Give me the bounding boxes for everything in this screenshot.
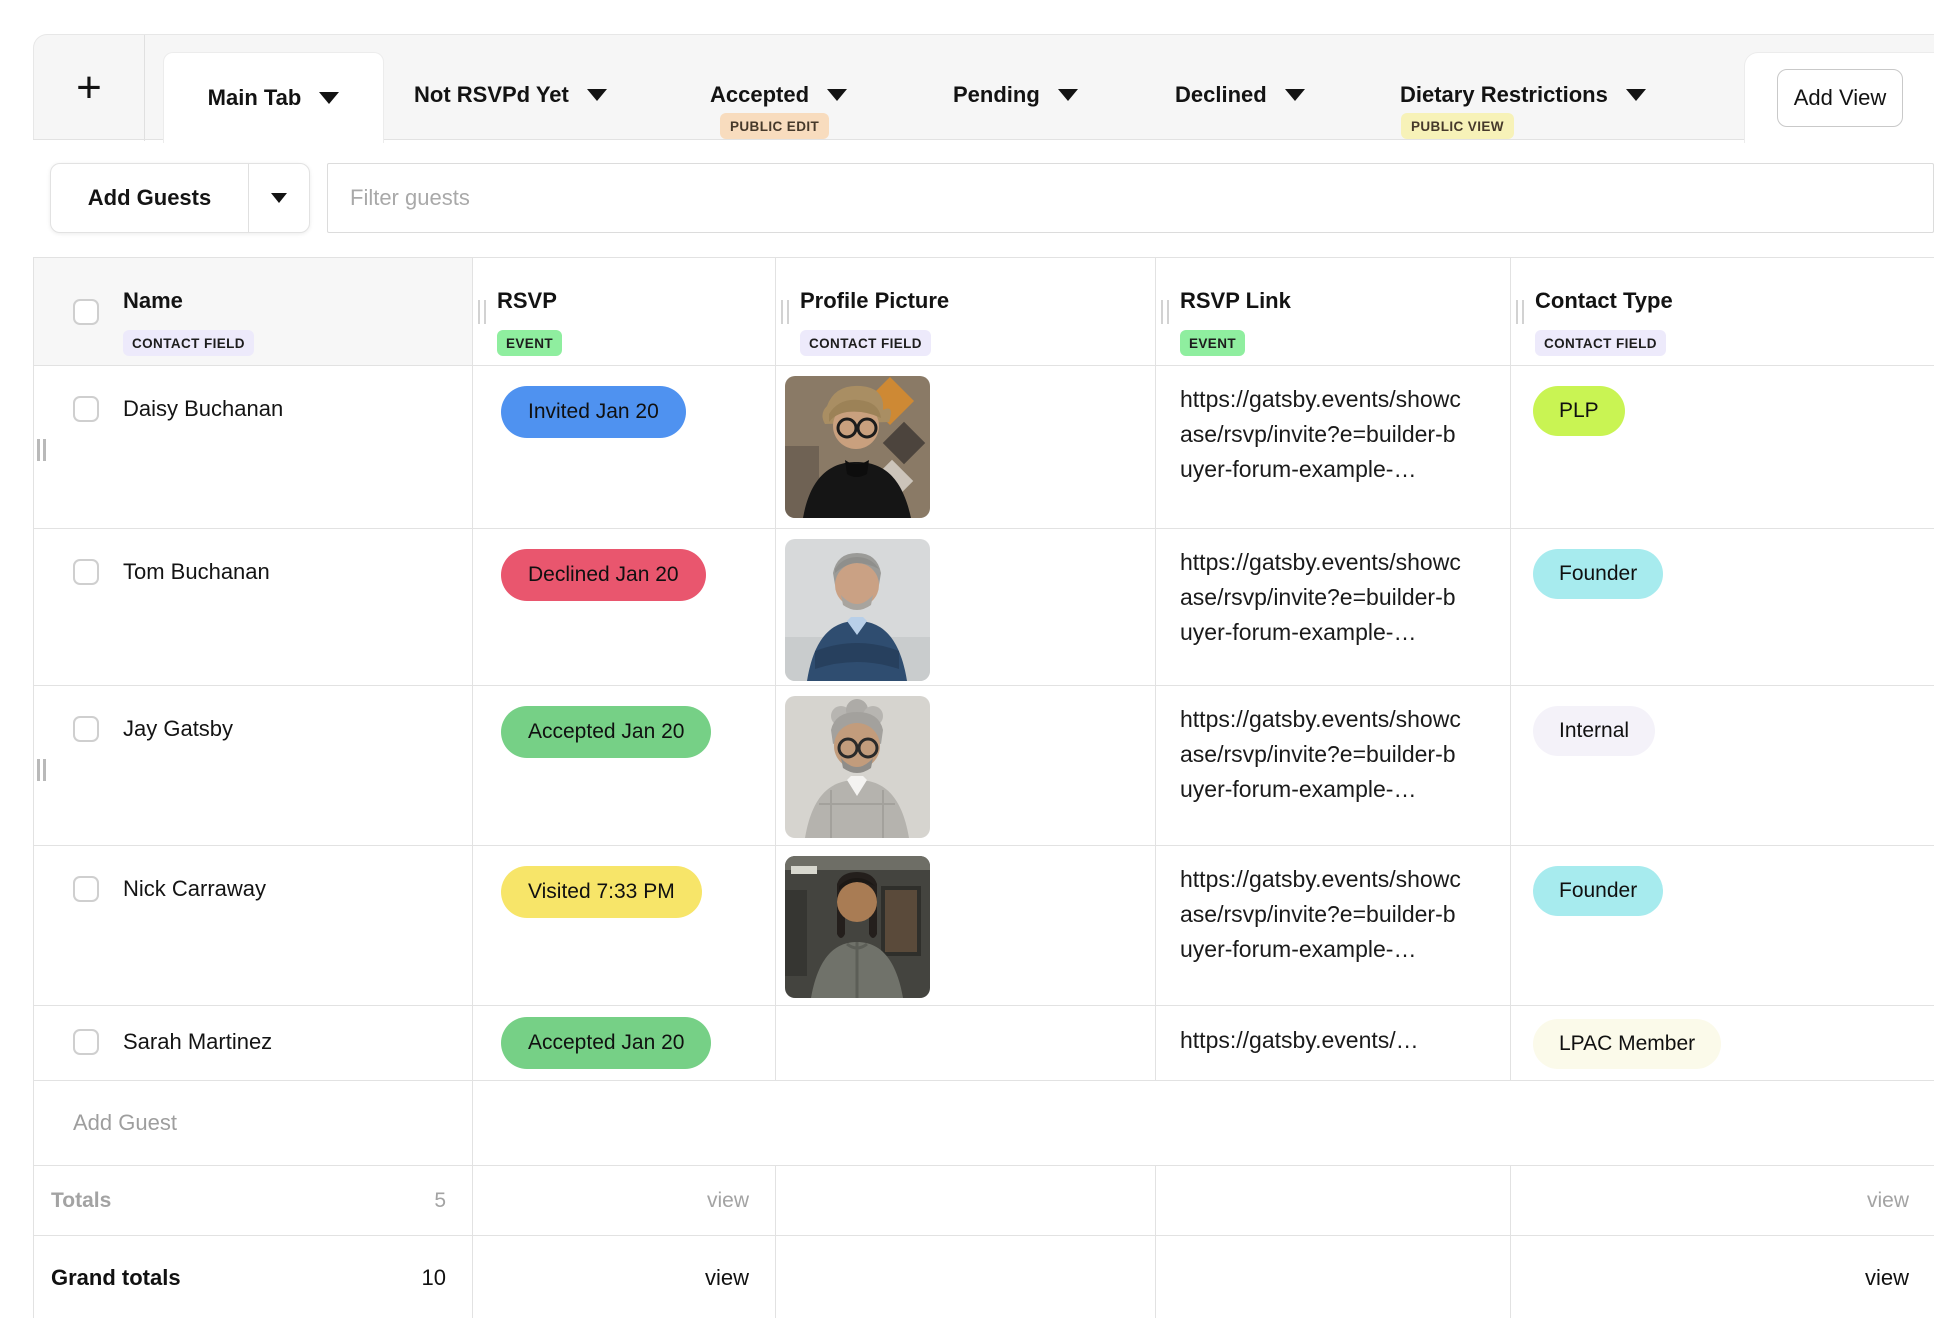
add-guests-dropdown-button[interactable] [249,164,309,232]
empty-cell [1511,1081,1934,1165]
filter-guests-input[interactable] [327,163,1934,233]
public-view-badge: PUBLIC VIEW [1401,113,1514,139]
add-guest-row[interactable] [34,1081,1934,1166]
contact-type-cell [1511,846,1934,1005]
contact-type-cell [1511,529,1934,685]
table-row [34,529,1934,686]
column-drag-handle-icon[interactable] [1516,300,1524,324]
rsvp-status-pill[interactable]: Accepted Jan 20 [501,1017,711,1069]
row-drag-handle-icon[interactable] [37,759,46,781]
row-checkbox[interactable] [73,716,99,742]
contact-type-pill[interactable]: Founder [1533,866,1663,916]
event-badge: EVENT [497,330,562,356]
empty-cell [1156,1166,1511,1235]
rsvp-cell [473,1006,776,1080]
contact-type-cell [1511,366,1934,528]
profile-picture-cell [776,846,1156,1005]
chevron-down-icon [319,92,339,104]
contact-type-cell [1511,686,1934,845]
contact-type-pill[interactable]: PLP [1533,386,1625,436]
row-checkbox[interactable] [73,1029,99,1055]
row-drag-handle-icon[interactable] [37,439,46,461]
row-checkbox[interactable] [73,396,99,422]
rsvp-link-text[interactable]: https://gatsby.events/showcase/rsvp/invite?e=builder-buyer-forum-example-… [1180,549,1461,645]
empty-cell [776,1166,1156,1235]
guest-table [33,257,1934,1318]
rsvp-link-cell [1156,846,1511,1005]
profile-photo[interactable] [785,539,930,681]
contact-field-badge: CONTACT FIELD [800,330,931,356]
name-cell[interactable]: Sarah Martinez [34,1006,473,1080]
empty-cell [776,1081,1156,1165]
rsvp-link-cell [1156,366,1511,528]
rsvp-cell [473,846,776,1005]
profile-picture-cell[interactable] [776,1006,1156,1080]
column-header-rsvp[interactable]: RSVP EVENT [473,258,776,365]
empty-cell [1156,1236,1511,1318]
column-drag-handle-icon[interactable] [781,300,789,324]
chevron-down-icon [587,89,607,101]
totals-contact-type-cell [1511,1166,1934,1235]
empty-cell [473,1081,776,1165]
event-badge: EVENT [1180,330,1245,356]
rsvp-link-text[interactable]: https://gatsby.events/… [1180,1027,1419,1053]
rsvp-status-pill[interactable]: Visited 7:33 PM [501,866,702,918]
chevron-down-icon [1058,89,1078,101]
add-view-container [1744,52,1934,143]
table-row [34,366,1934,529]
rsvp-cell [473,529,776,685]
add-guest-cell[interactable] [34,1081,473,1165]
grand-totals-count: 10 [421,1264,446,1290]
name-cell[interactable]: Jay Gatsby [34,686,473,845]
rsvp-link-cell [1156,529,1511,685]
plus-icon: + [76,63,102,112]
public-edit-badge: PUBLIC EDIT [720,113,829,139]
add-guests-button[interactable]: Add Guests [51,164,249,232]
chevron-down-icon [271,193,287,203]
tab-main-tab[interactable]: Main Tab [163,52,384,143]
grand-totals-view-link[interactable]: view [704,1264,749,1290]
rsvp-status-pill[interactable]: Invited Jan 20 [501,386,686,438]
profile-photo[interactable] [785,696,930,838]
chevron-down-icon [827,89,847,101]
totals-rsvp-cell [473,1166,776,1235]
add-guests-split-button [50,163,310,233]
rsvp-link-cell [1156,1006,1511,1080]
empty-cell [776,1236,1156,1318]
contact-type-pill[interactable]: Founder [1533,549,1663,599]
rsvp-link-text[interactable]: https://gatsby.events/showcase/rsvp/invite?e=builder-buyer-forum-example-… [1180,866,1461,962]
add-tab-button[interactable] [34,35,145,141]
profile-photo[interactable] [785,376,930,518]
rsvp-status-pill[interactable]: Declined Jan 20 [501,549,706,601]
profile-picture-cell [776,686,1156,845]
column-drag-handle-icon[interactable] [1161,300,1169,324]
rsvp-link-text[interactable]: https://gatsby.events/showcase/rsvp/invite?e=builder-buyer-forum-example-… [1180,706,1461,802]
column-header-rsvp-link[interactable]: RSVP Link EVENT [1156,258,1511,365]
tab-pending[interactable]: Pending [953,35,1078,141]
totals-view-link[interactable]: view [706,1188,749,1212]
contact-field-badge: CONTACT FIELD [123,330,254,356]
view-tab-bar [33,34,1934,140]
add-view-button[interactable]: Add View [1777,69,1903,127]
tab-accepted[interactable]: Accepted PUBLIC EDIT [710,35,847,141]
empty-cell [1156,1081,1511,1165]
table-row [34,1006,1934,1081]
chevron-down-icon [1626,89,1646,101]
contact-type-cell [1511,1006,1934,1080]
grand-totals-view-link[interactable]: view [1864,1264,1909,1290]
rsvp-status-pill[interactable]: Accepted Jan 20 [501,706,711,758]
row-checkbox[interactable] [73,876,99,902]
column-header-profile-picture[interactable]: Profile Picture CONTACT FIELD [776,258,1156,365]
rsvp-link-cell [1156,686,1511,845]
add-guest-placeholder: Add Guest [73,1110,177,1135]
column-header-contact-type[interactable]: Contact Type CONTACT FIELD [1511,258,1934,365]
chevron-down-icon [1285,89,1305,101]
profile-picture-cell [776,529,1156,685]
rsvp-cell [473,686,776,845]
name-cell[interactable]: Nick Carraway [34,846,473,1005]
tab-dietary-restrictions[interactable]: Dietary Restrictions PUBLIC VIEW [1400,35,1646,141]
rsvp-cell [473,366,776,528]
contact-type-pill[interactable]: LPAC Member [1533,1019,1721,1069]
totals-view-link[interactable]: view [1866,1188,1909,1212]
totals-row [34,1166,1934,1236]
contact-field-badge: CONTACT FIELD [1535,330,1666,356]
tab-not-rsvpd-yet[interactable]: Not RSVPd Yet [414,35,607,141]
tab-declined[interactable]: Declined [1175,35,1305,141]
table-row [34,686,1934,846]
grand-totals-rsvp-cell [473,1236,776,1318]
grand-totals-contact-type-cell [1511,1236,1934,1318]
select-all-checkbox[interactable] [73,299,99,325]
totals-count: 5 [434,1188,446,1212]
column-header-name[interactable]: Name CONTACT FIELD [34,258,473,365]
grand-totals-label-cell: Grand totals 10 [34,1236,473,1318]
profile-photo[interactable] [785,856,930,998]
table-header-row [34,258,1934,366]
column-drag-handle-icon[interactable] [478,300,486,324]
name-cell[interactable]: Daisy Buchanan [34,366,473,528]
totals-label-cell: Totals 5 [34,1166,473,1235]
profile-picture-cell [776,366,1156,528]
name-cell[interactable]: Tom Buchanan [34,529,473,685]
row-checkbox[interactable] [73,559,99,585]
contact-type-pill[interactable]: Internal [1533,706,1655,756]
rsvp-link-text[interactable]: https://gatsby.events/showcase/rsvp/invite?e=builder-buyer-forum-example-… [1180,386,1461,482]
grand-totals-row [34,1236,1934,1318]
table-row [34,846,1934,1006]
